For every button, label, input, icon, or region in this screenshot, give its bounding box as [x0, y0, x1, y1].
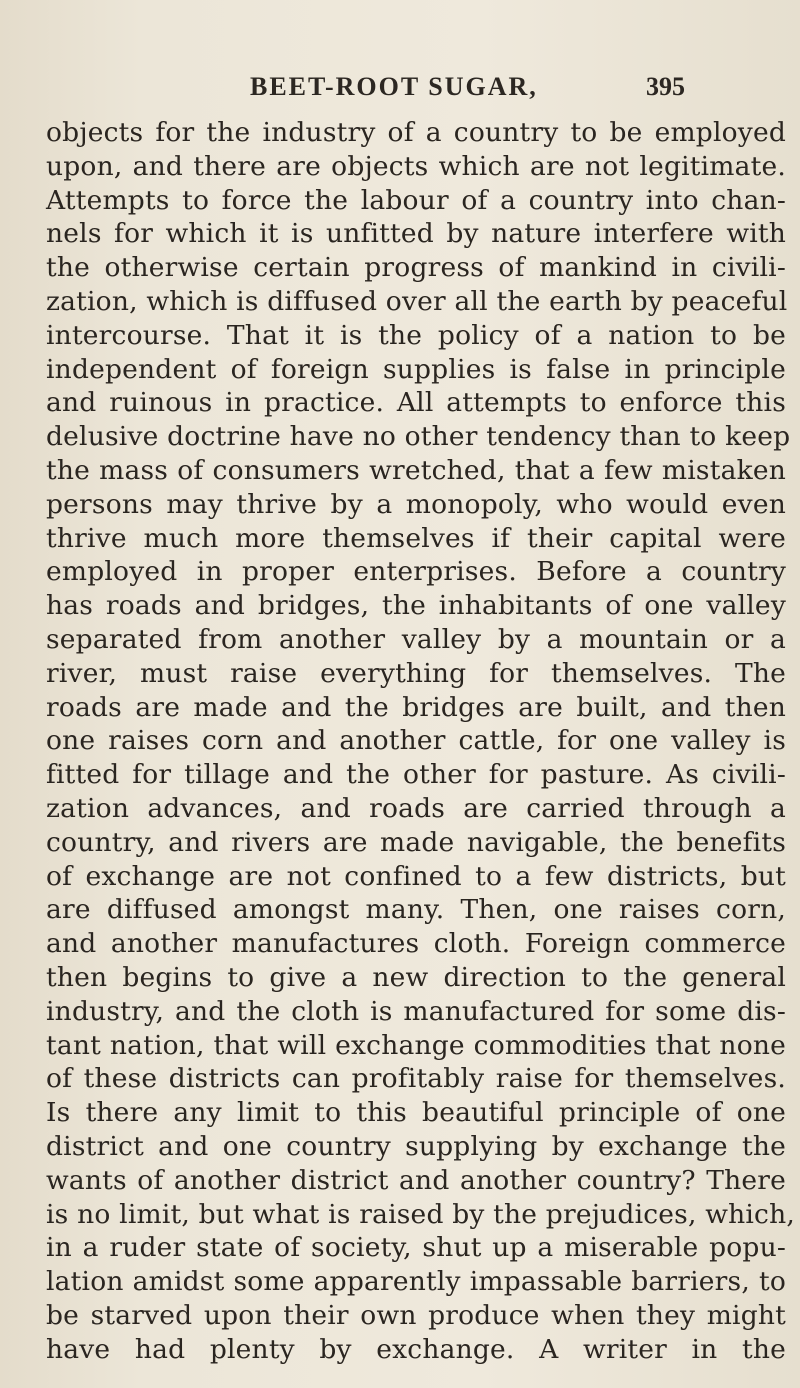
text-line: and ruinous in practice. All attempts to enforce this: [46, 387, 786, 419]
text-line: delusive doctrine have no other tendency than to keep: [46, 421, 791, 453]
text-line: persons may thrive by a monopoly, who would even: [46, 488, 786, 520]
body-text: [46, 116, 795, 1366]
text-line: wants of another district and another country? There: [46, 1164, 786, 1196]
text-line: in a ruder state of society, shut up a miserable popu-: [46, 1232, 786, 1264]
text-line: intercourse. That it is the policy of a nation to be: [46, 319, 786, 351]
text-line: are diffused amongst many. Then, one raises corn,: [46, 894, 786, 926]
text-line: river, must raise everything for themselves. The: [46, 657, 786, 689]
text-line: be starved upon their own produce when they might: [46, 1299, 786, 1331]
text-line: zation advances, and roads are carried through a: [46, 792, 786, 824]
running-title: BEET-ROOT SUGAR,: [250, 72, 538, 101]
text-line: of exchange are not confined to a few districts, but: [46, 860, 786, 892]
text-line: is no limit, but what is raised by the prejudices, which,: [46, 1198, 795, 1230]
text-line: Attempts to force the labour of a country into chan-: [46, 184, 786, 216]
text-line: of these districts can profitably raise for themselves.: [46, 1063, 786, 1095]
page-number: 395: [646, 72, 685, 101]
text-line: upon, and there are objects which are not legitimate.: [46, 150, 786, 182]
text-line: industry, and the cloth is manufactured for some dis-: [46, 995, 786, 1027]
text-line: Is there any limit to this beautiful principle of one: [46, 1097, 786, 1129]
text-line: the mass of consumers wretched, that a few mistaken: [46, 454, 786, 486]
text-line: then begins to give a new direction to the general: [46, 961, 786, 993]
text-line: district and one country supplying by exchange the: [46, 1130, 786, 1162]
text-line: has roads and bridges, the inhabitants of one valley: [46, 590, 786, 622]
text-line: fitted for tillage and the other for pasture. As civili-: [46, 759, 786, 791]
text-line: the otherwise certain progress of mankind in civili-: [46, 252, 786, 284]
text-line: country, and rivers are made navigable, the benefits: [46, 826, 786, 858]
text-line: one raises corn and another cattle, for one valley is: [46, 725, 786, 757]
text-line: have had plenty by exchange. A writer in the: [46, 1333, 786, 1365]
text-line: and another manufactures cloth. Foreign commerce: [46, 928, 786, 960]
text-line: lation amidst some apparently impassable barriers, to: [46, 1266, 786, 1298]
text-line: zation, which is diffused over all the earth by peaceful: [46, 285, 788, 317]
text-line: tant nation, that will exchange commodities that none: [46, 1029, 786, 1061]
text-line: independent of foreign supplies is false in principle: [46, 353, 786, 385]
text-line: thrive much more themselves if their capital were: [46, 522, 786, 554]
text-line: roads are made and the bridges are built, and then: [46, 691, 786, 723]
text-line: objects for the industry of a country to be employed: [46, 117, 786, 148]
text-line: nels for which it is unfitted by nature interfere with: [46, 218, 786, 250]
text-line: employed in proper enterprises. Before a country: [46, 556, 786, 588]
text-line: separated from another valley by a mountain or a: [46, 623, 786, 655]
